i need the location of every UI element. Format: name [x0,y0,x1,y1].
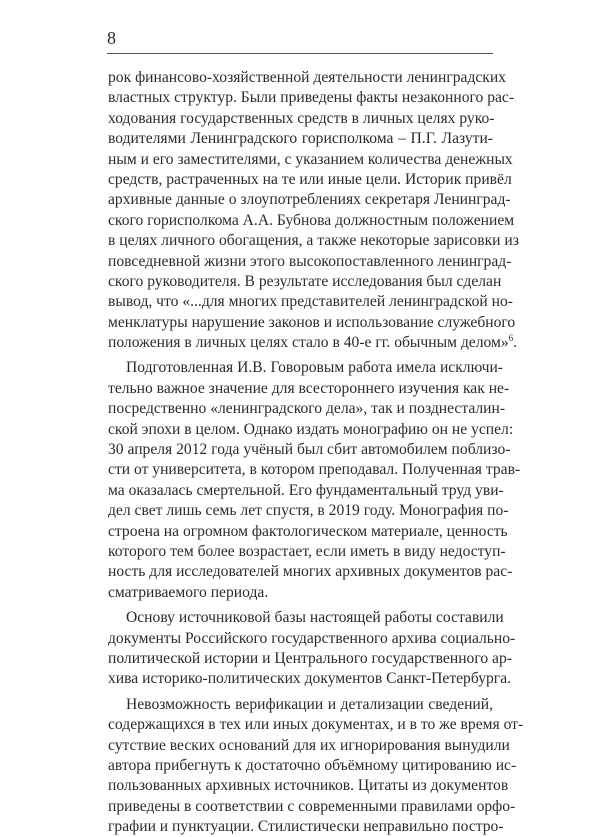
text-line: автора прибегнуть к достаточно объёмному цитированию ис- [108,756,517,774]
text-line: менклатуры нарушение законов и использование служебного [108,313,516,331]
text-line: положения в личных целях стало в 40-е гг. обычным делом» [108,334,509,352]
text-line: дел свет лишь семь лет спустя, в 2019 году. Монография по- [108,502,509,520]
text-line: содержащихся в тех или иных документах, и в то же время от- [108,716,524,734]
page-number: 8 [107,28,116,48]
text-line: средств, растраченных на те или иные цели. Историк привёл [108,170,512,188]
text-line: ского горисполкома А.А. Бубнова должностным положением [108,211,515,229]
text-line: сти от университета, в котором преподавал. Полученная трав- [108,461,521,479]
text-line: в целях личного обогащения, а также некоторые зарисовки из [108,232,519,250]
text-line: Невозможность верификации и детализации сведений, [126,695,493,713]
text-line: приведены в соответствии с современными правилами орфо- [108,797,516,815]
text-line: вывод, что «...для многих представителей ленинградской но- [108,293,513,311]
text-line: Основу источниковой базы настоящей работы составили [126,609,504,627]
text-line: 30 апреля 2012 года учёный был сбит автомобилем поблизо- [108,441,511,459]
footnote-reference[interactable]: 6 [508,333,514,344]
text-line: ность для исследователей многих архивных документов рас- [108,563,513,581]
text-line: политической истории и Центрального государственного ар- [108,649,512,667]
text-line: ской эпохи в целом. Однако издать монографию он не успел: [108,420,514,438]
text-line-with-footnote [108,333,518,353]
text-line: сматриваемого периода. [108,583,269,601]
text-line: Подготовленная И.В. Говоровым работа имела исключи- [126,359,504,377]
text-line: повседневной жизни этого высокопоставленного ленинград- [108,252,512,270]
text-line: рок финансово-хозяйственной деятельности ленинградских [108,69,507,86]
text-line: документы Российского государственного архива социально- [108,629,516,647]
paragraph-3 [108,608,516,690]
body-text [108,68,524,837]
text-line: ходования государственных средств в личных целях руко- [108,109,495,127]
text-line: пользованных архивных источников. Цитаты из документов [108,777,509,795]
paragraph-1 [108,68,519,353]
text-line: ма оказалась смертельной. Его фундаментальный труд уви- [108,481,504,499]
sentence-period: . [513,334,518,352]
text-line: графии и пунктуации. Стилистически неправильно постро- [108,818,504,836]
paragraph-4 [108,695,524,837]
paragraph-2 [108,358,521,603]
text-line: которого тем более возрастает, если иметь в виду недоступ- [108,542,506,560]
text-line: строена на огромном фактологическом материале, ценность [108,522,508,540]
header-rule [107,53,493,54]
text-line: архивные данные о злоупотреблениях секретаря Ленинград- [108,191,511,209]
text-line: посредственно «ленинградского дела», так и позднесталин- [108,400,506,418]
text-line: властных структур. Были приведены факты незаконного рас- [108,89,515,107]
text-line: ского руководителя. В результате исследования был сделан [108,272,502,290]
text-line: сутствие веских оснований для их игнорирования вынудили [108,736,510,754]
text-line: водителями Ленинградского горисполкома – П.Г. Лазути- [108,130,493,148]
text-line: хива историко-политических документов Санкт-Петербурга. [108,670,512,688]
text-line: тельно важное значение для всестороннего изучения как не- [108,379,510,397]
text-line: ным и его заместителями, с указанием количества денежных [108,150,513,168]
